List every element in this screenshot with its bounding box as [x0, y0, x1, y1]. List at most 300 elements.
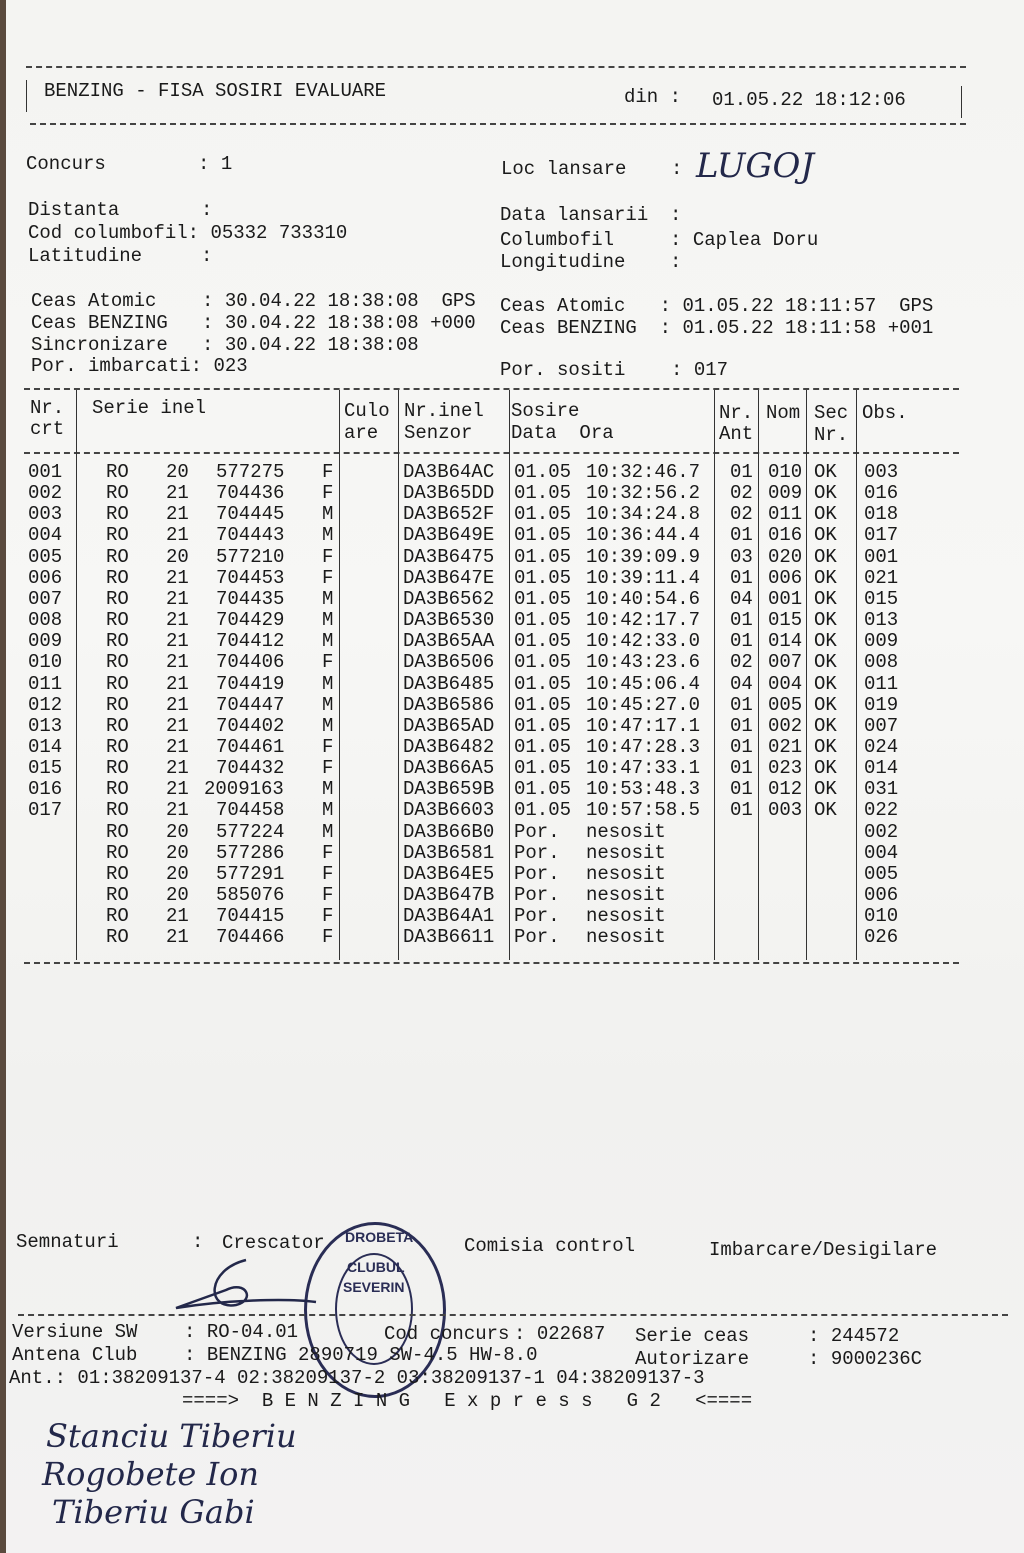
date: 01.05 — [514, 566, 572, 589]
sec-status: OK — [814, 778, 837, 801]
year: 21 — [166, 651, 189, 674]
sensor-id: DA3B65DD — [403, 482, 495, 505]
cod-label: Cod columbofil — [28, 222, 188, 244]
time: 10:42:33.0 — [586, 630, 701, 653]
sex: M — [322, 609, 334, 632]
sex: M — [322, 820, 334, 843]
country: RO — [106, 609, 129, 632]
country: RO — [106, 461, 129, 483]
serie-ceas-number: 244572 — [830, 1325, 900, 1347]
colon: : — [201, 199, 213, 221]
date: 01.05 — [514, 757, 572, 780]
time: nesosit — [586, 905, 666, 928]
serie-ceas-label: Serie ceas — [635, 1325, 750, 1347]
country: RO — [106, 757, 129, 780]
ring-number: 704445 — [216, 503, 285, 526]
date: 01.05 — [514, 735, 572, 758]
nom: 003 — [768, 799, 803, 822]
sex: M — [322, 672, 334, 695]
date: Por. — [514, 905, 560, 928]
divider — [26, 66, 966, 68]
row-number: 017 — [28, 799, 63, 822]
sex: F — [322, 482, 334, 505]
col-header-sec-nr: Nr. — [814, 424, 849, 446]
country: RO — [106, 587, 129, 610]
antenna: 01 — [730, 714, 753, 737]
country: RO — [106, 566, 129, 589]
obs: 002 — [864, 820, 899, 843]
row-number: 010 — [28, 651, 63, 674]
handwritten-signature: Tiberiu Gabi — [52, 1493, 255, 1531]
time: 10:45:06.4 — [586, 672, 701, 695]
longitudine-label: Longitudine — [500, 251, 626, 273]
country: RO — [106, 524, 129, 547]
ceas-atomic-end: 01.05.22 18:11:57 — [682, 295, 877, 317]
ring-number: 704458 — [216, 799, 285, 822]
imbarcare-label: Imbarcare/Desigilare — [709, 1239, 938, 1261]
year: 21 — [166, 799, 189, 822]
date: 01.05 — [514, 778, 572, 801]
obs: 019 — [864, 693, 899, 716]
date: 01.05 — [514, 714, 572, 737]
handwritten-signature: Stanciu Tiberiu — [46, 1417, 297, 1455]
obs: 005 — [864, 862, 899, 885]
ring-number: 704443 — [216, 524, 285, 547]
row-number: 005 — [28, 545, 63, 568]
row-number: 009 — [28, 630, 63, 653]
row-number: 004 — [28, 524, 63, 547]
country: RO — [106, 778, 129, 801]
loc-lansare-handwritten: LUGOJ — [696, 146, 815, 186]
ring-number: 577210 — [216, 545, 285, 568]
column-divider — [714, 390, 715, 960]
date: 01.05 — [514, 503, 572, 526]
sec-status: OK — [814, 461, 837, 483]
divider — [30, 123, 966, 125]
col-header-data-ora: Data Ora — [511, 422, 614, 444]
antena-text: BENZING 2890719 SW-4.5 HW-8.0 — [206, 1344, 538, 1366]
nom: 020 — [768, 545, 803, 568]
time: 10:43:23.6 — [586, 651, 701, 674]
distanta-label: Distanta — [28, 199, 120, 221]
sex: F — [322, 461, 334, 483]
sec-status: OK — [814, 630, 837, 653]
obs: 004 — [864, 841, 899, 864]
sensor-id: DA3B6482 — [403, 735, 495, 758]
sositi-label: Por. sositi — [500, 359, 626, 381]
country: RO — [106, 545, 129, 568]
sec-status: OK — [814, 482, 837, 505]
cod-concurs-value: : 022687 — [514, 1323, 606, 1345]
date: 01.05 — [514, 587, 572, 610]
sensor-id: DA3B6611 — [403, 926, 495, 949]
nom: 001 — [768, 587, 803, 610]
country: RO — [106, 693, 129, 716]
sex: F — [322, 545, 334, 568]
col-header-nom: Nom — [766, 402, 801, 424]
offset: +001 — [887, 317, 934, 339]
time: nesosit — [586, 862, 666, 885]
nom: 010 — [768, 461, 803, 483]
ring-number: 577291 — [216, 862, 285, 885]
nom: 004 — [768, 672, 803, 695]
row-number: 003 — [28, 503, 63, 526]
date: 01.05 — [514, 482, 572, 505]
country: RO — [106, 651, 129, 674]
sensor-id: DA3B647B — [403, 884, 495, 906]
ring-number: 704406 — [216, 651, 285, 674]
sensor-id: DA3B647E — [403, 566, 495, 589]
sec-status: OK — [814, 566, 837, 589]
stamp-text: SEVERIN — [343, 1279, 405, 1295]
ceas-benzing-start-row: Ceas BENZING : 30.04.22 18:38:08 +000 — [31, 312, 476, 334]
year: 20 — [166, 820, 189, 843]
time: 10:34:24.8 — [586, 503, 701, 526]
ring-number: 704436 — [216, 482, 285, 505]
antenna: 01 — [730, 735, 753, 758]
imbarcati-value: 023 — [213, 355, 248, 377]
country: RO — [106, 905, 129, 928]
row-number: 007 — [28, 587, 63, 610]
antenna: 01 — [730, 693, 753, 716]
column-divider — [339, 390, 340, 960]
antenna: 02 — [730, 503, 753, 526]
colon: : — [670, 251, 682, 273]
antenna: 01 — [730, 778, 753, 801]
colon: : — [192, 1231, 204, 1253]
column-divider — [509, 390, 510, 960]
year: 21 — [166, 482, 189, 505]
brand-line: ====> B E N Z I N G E x p r e s s G 2 <==== — [182, 1390, 753, 1412]
sex: F — [322, 757, 334, 780]
col-header-sosire: Sosire — [511, 400, 580, 422]
handwritten-signature: Rogobete Ion — [42, 1455, 260, 1493]
year: 21 — [166, 905, 189, 928]
year: 21 — [166, 503, 189, 526]
year: 21 — [166, 524, 189, 547]
ring-number: 577286 — [216, 841, 285, 864]
column-divider — [398, 390, 399, 960]
col-header-culoare-2: are — [344, 422, 379, 444]
versiune-value: : RO-04.01 — [184, 1321, 299, 1343]
antena-label: Antena Club — [12, 1344, 138, 1366]
col-header-ant-2: Ant — [719, 423, 754, 445]
row-number: 006 — [28, 566, 63, 589]
loc-lansare-label: Loc lansare — [501, 158, 627, 180]
country: RO — [106, 630, 129, 653]
ring-number: 704453 — [216, 566, 285, 589]
ring-number: 704415 — [216, 905, 285, 928]
row-number: 014 — [28, 735, 63, 758]
country: RO — [106, 862, 129, 885]
sex: M — [322, 778, 334, 801]
year: 21 — [166, 630, 189, 653]
divider — [18, 1314, 1008, 1316]
column-divider — [76, 390, 77, 960]
sec-status: OK — [814, 757, 837, 780]
date: Por. — [514, 862, 560, 885]
year: 21 — [166, 566, 189, 589]
document-page — [6, 0, 1024, 1553]
sensor-id: DA3B659B — [403, 778, 495, 801]
time: 10:39:09.9 — [586, 545, 701, 568]
time: 10:42:17.7 — [586, 609, 701, 632]
time: 10:32:46.7 — [586, 461, 701, 483]
sensor-id: DA3B66B0 — [403, 820, 495, 843]
sensor-id: DA3B6603 — [403, 799, 495, 822]
date: Por. — [514, 820, 560, 843]
sex: F — [322, 651, 334, 674]
time: 10:45:27.0 — [586, 693, 701, 716]
sensor-id: DA3B64AC — [403, 461, 495, 483]
date: Por. — [514, 841, 560, 864]
sec-status: OK — [814, 609, 837, 632]
ceas-atomic-label: Ceas Atomic — [500, 295, 626, 317]
col-header-serie: Serie inel — [92, 397, 207, 419]
col-header-ant: Nr. — [719, 402, 754, 424]
concurs-value: : 1 — [198, 153, 233, 175]
time: nesosit — [586, 926, 666, 949]
ring-number: 704447 — [216, 693, 285, 716]
columbofil-name: Caplea Doru — [692, 229, 819, 251]
gps-source: GPS — [899, 295, 934, 317]
sec-status: OK — [814, 735, 837, 758]
sensor-id: DA3B64E5 — [403, 862, 495, 885]
sex: F — [322, 735, 334, 758]
year: 20 — [166, 841, 189, 864]
sex: M — [322, 714, 334, 737]
columbofil-value: : Caplea Doru — [670, 229, 819, 251]
sensor-id: DA3B66A5 — [403, 757, 495, 780]
time: 10:39:11.4 — [586, 566, 701, 589]
comisia-label: Comisia control — [464, 1235, 636, 1257]
print-date: 01.05.22 18:12:06 — [712, 89, 906, 111]
year: 20 — [166, 461, 189, 483]
sec-status: OK — [814, 714, 837, 737]
year: 20 — [166, 884, 189, 906]
antenna: 02 — [730, 482, 753, 505]
sensor-id: DA3B6506 — [403, 651, 495, 674]
imbarcati-label: Por. imbarcati — [31, 355, 191, 377]
year: 21 — [166, 778, 189, 801]
antenna-list: Ant.: 01:38209137-4 02:38209137-2 03:38209137-1 04:38209137-3 — [9, 1367, 705, 1389]
obs: 021 — [864, 566, 899, 589]
nom: 012 — [768, 778, 803, 801]
imbarcati-row: Por. imbarcati: 023 — [31, 355, 248, 377]
sositi-row: Por. sositi : 017 — [500, 359, 729, 381]
nom: 016 — [768, 524, 803, 547]
latitudine-label: Latitudine — [28, 245, 143, 267]
sec-status: OK — [814, 545, 837, 568]
nom: 014 — [768, 630, 803, 653]
date: Por. — [514, 926, 560, 949]
gps-source: GPS — [441, 290, 476, 312]
time: 10:47:28.3 — [586, 735, 701, 758]
sex: F — [322, 905, 334, 928]
date: 01.05 — [514, 524, 572, 547]
col-header-senzor-2: Senzor — [404, 422, 473, 444]
year: 21 — [166, 735, 189, 758]
nom: 006 — [768, 566, 803, 589]
ring-number: 704412 — [216, 630, 285, 653]
sex: M — [322, 587, 334, 610]
sec-status: OK — [814, 524, 837, 547]
time: nesosit — [586, 820, 666, 843]
nom: 005 — [768, 693, 803, 716]
date: 01.05 — [514, 799, 572, 822]
obs: 024 — [864, 735, 899, 758]
time: 10:47:17.1 — [586, 714, 701, 737]
date: 01.05 — [514, 630, 572, 653]
colon: : — [201, 245, 213, 267]
sincronizare-label: Sincronizare — [31, 334, 168, 356]
time: 10:36:44.4 — [586, 524, 701, 547]
obs: 011 — [864, 672, 899, 695]
time: nesosit — [586, 884, 666, 906]
column-divider — [806, 390, 807, 960]
ceas-atomic-label: Ceas Atomic — [31, 290, 157, 312]
time: 10:47:33.1 — [586, 757, 701, 780]
obs: 001 — [864, 545, 899, 568]
ring-number: 577275 — [216, 461, 285, 483]
country: RO — [106, 482, 129, 505]
date: 01.05 — [514, 651, 572, 674]
antenna: 01 — [730, 461, 753, 483]
ceas-atomic-end-row: Ceas Atomic : 01.05.22 18:11:57 GPS — [500, 295, 934, 317]
column-divider — [758, 390, 759, 960]
col-header-crt: crt — [30, 418, 65, 440]
sensor-id: DA3B6475 — [403, 545, 495, 568]
sensor-id: DA3B65AA — [403, 630, 495, 653]
ceas-atomic-start-row: Ceas Atomic : 30.04.22 18:38:08 GPS — [31, 290, 476, 312]
sex: F — [322, 841, 334, 864]
nom: 015 — [768, 609, 803, 632]
sec-status: OK — [814, 693, 837, 716]
year: 21 — [166, 714, 189, 737]
table-bottom-rule — [24, 962, 959, 964]
year: 21 — [166, 609, 189, 632]
divider — [26, 80, 27, 112]
row-number: 013 — [28, 714, 63, 737]
versiune-label: Versiune SW — [12, 1321, 138, 1343]
date: 01.05 — [514, 672, 572, 695]
time: 10:57:58.5 — [586, 799, 701, 822]
sensor-id: DA3B6581 — [403, 841, 495, 864]
autorizare-number: 9000236C — [830, 1348, 923, 1370]
row-number: 008 — [28, 609, 63, 632]
ring-number: 704402 — [216, 714, 285, 737]
concurs-number: 1 — [220, 153, 233, 175]
obs: 003 — [864, 461, 899, 483]
nom: 007 — [768, 651, 803, 674]
antenna: 03 — [730, 545, 753, 568]
ring-number: 704419 — [216, 672, 285, 695]
table-header-rule — [24, 452, 959, 454]
cod-concurs-label: Cod concurs — [384, 1323, 510, 1345]
ring-number: 704461 — [216, 735, 285, 758]
ceas-benzing-end-row: Ceas BENZING : 01.05.22 18:11:58 +001 — [500, 317, 934, 339]
date-label: din : — [624, 86, 682, 108]
document-title: BENZING - FISA SOSIRI EVALUARE — [44, 80, 387, 102]
time: 10:40:54.6 — [586, 587, 701, 610]
cod-concurs-number: 022687 — [536, 1323, 606, 1345]
country: RO — [106, 672, 129, 695]
antena-value: : BENZING 2890719 SW-4.5 HW-8.0 — [184, 1344, 538, 1366]
ceas-benzing-label: Ceas BENZING — [31, 312, 168, 334]
date: 01.05 — [514, 693, 572, 716]
obs: 018 — [864, 503, 899, 526]
antenna: 02 — [730, 651, 753, 674]
year: 21 — [166, 757, 189, 780]
obs: 017 — [864, 524, 899, 547]
col-header-culoare: Culo — [344, 400, 390, 422]
obs: 013 — [864, 609, 899, 632]
nom: 023 — [768, 757, 803, 780]
sensor-id: DA3B6485 — [403, 672, 495, 695]
obs: 007 — [864, 714, 899, 737]
sex: M — [322, 630, 334, 653]
sex: F — [322, 862, 334, 885]
row-number: 012 — [28, 693, 63, 716]
crescator-label: Crescator — [222, 1232, 325, 1254]
obs: 026 — [864, 926, 899, 949]
nom: 009 — [768, 482, 803, 505]
year: 21 — [166, 672, 189, 695]
sositi-value: 017 — [693, 359, 729, 381]
columbofil-label: Columbofil — [500, 229, 615, 251]
column-divider — [856, 390, 857, 960]
sensor-id: DA3B649E — [403, 524, 495, 547]
col-header-sec: Sec — [814, 402, 849, 424]
sincronizare-row: Sincronizare : 30.04.22 18:38:08 — [31, 334, 419, 356]
country: RO — [106, 714, 129, 737]
row-number: 002 — [28, 482, 63, 505]
ring-number: 704432 — [216, 757, 285, 780]
year: 20 — [166, 545, 189, 568]
sex: M — [322, 524, 334, 547]
antenna: 01 — [730, 757, 753, 780]
versiune-number: RO-04.01 — [206, 1321, 299, 1343]
antenna: 01 — [730, 524, 753, 547]
nom: 011 — [768, 503, 803, 526]
ring-number: 704466 — [216, 926, 285, 949]
sex: F — [322, 884, 334, 906]
antenna: 04 — [730, 587, 753, 610]
antenna: 01 — [730, 566, 753, 589]
col-header-nr: Nr. — [30, 397, 65, 419]
ring-number: 585076 — [216, 884, 285, 906]
row-number: 015 — [28, 757, 63, 780]
year: 20 — [166, 862, 189, 885]
country: RO — [106, 884, 129, 906]
sincronizare-value: 30.04.22 18:38:08 — [224, 334, 419, 356]
year: 21 — [166, 693, 189, 716]
semnaturi-label: Semnaturi — [16, 1231, 119, 1253]
country: RO — [106, 503, 129, 526]
sensor-id: DA3B652F — [403, 503, 495, 526]
sec-status: OK — [814, 503, 837, 526]
row-number: 011 — [28, 672, 63, 695]
antenna: 01 — [730, 609, 753, 632]
divider — [961, 86, 962, 118]
ceas-benzing-start: 30.04.22 18:38:08 — [224, 312, 419, 334]
obs: 031 — [864, 778, 899, 801]
time: nesosit — [586, 841, 666, 864]
ceas-benzing-label: Ceas BENZING — [500, 317, 637, 339]
cod-value: 05332 733310 — [210, 222, 348, 244]
sec-status: OK — [814, 799, 837, 822]
colon: : — [670, 204, 682, 226]
